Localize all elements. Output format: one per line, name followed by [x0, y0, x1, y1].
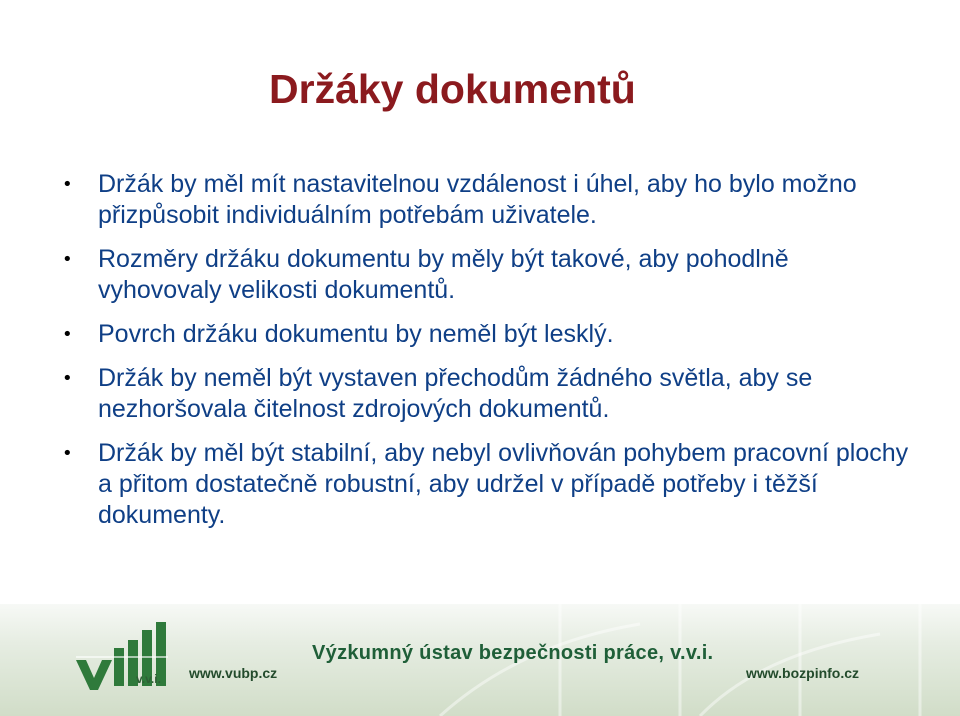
list-item: [62, 169, 912, 231]
bullet-text: Držák by neměl být vystaven přechodům žádného světla, aby se nezhoršovala čitelnost zdrojových dokumentů.: [98, 364, 813, 423]
list-item: [62, 363, 912, 425]
bullet-text: Povrch držáku dokumentu by neměl být lesklý.: [98, 320, 614, 348]
list-item: [62, 319, 912, 350]
bullet-text: Držák by měl být stabilní, aby nebyl ovlivňován pohybem pracovní plochy a přitom dostatečně robustní, aby udržel v případě potřeby i těžší dokumenty.: [98, 439, 909, 529]
bullet-text: Rozměry držáku dokumentu by měly být takové, aby pohodlně vyhovovaly velikosti dokumentů.: [98, 245, 789, 304]
institute-name: Výzkumný ústav bezpečnosti práce, v.v.i.: [312, 642, 714, 664]
url-bozpinfo[interactable]: www.bozpinfo.cz: [746, 665, 860, 681]
slide-title: Držáky dokumentů: [269, 66, 636, 112]
url-vubp[interactable]: www.vubp.cz: [189, 665, 278, 681]
logo-suffix: v.v.i.: [136, 672, 161, 686]
bullet-text: Držák by měl mít nastavitelnou vzdálenost i úhel, aby ho bylo možno přizpůsobit individuálním potřebám uživatele.: [98, 170, 857, 229]
bullet-list: [62, 169, 912, 544]
list-item: [62, 244, 912, 306]
bullet-icon: •: [62, 324, 73, 345]
bullet-icon: •: [62, 443, 73, 464]
bullet-icon: •: [62, 368, 73, 389]
bullet-icon: •: [62, 249, 73, 270]
bullet-icon: •: [62, 174, 73, 195]
list-item: [62, 438, 912, 531]
